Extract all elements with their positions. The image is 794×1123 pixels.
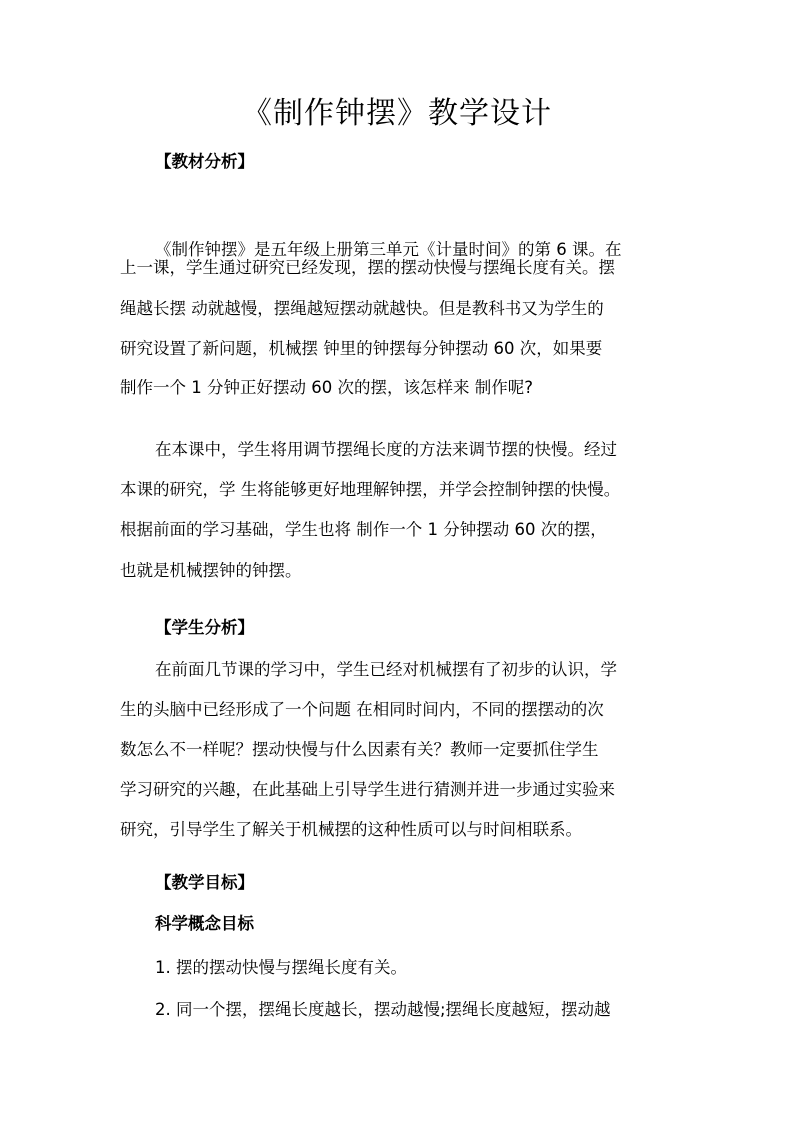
section-heading-material: 【教材分析】 — [155, 152, 254, 171]
subheading-science-concept: 科学概念目标 — [155, 914, 254, 933]
goal-item: 1. 摆的摆动快慢与摆绳长度有关。 — [155, 958, 407, 977]
paragraph-line: 制作一个 1 分钟正好摆动 60 次的摆，该怎样来 制作呢? — [120, 378, 533, 397]
paragraph-line: 在前面几节课的学习中，学生已经对机械摆有了初步的认识，学 — [155, 660, 617, 679]
paragraph-line: 学习研究的兴趣，在此基础上引导学生进行猜测并进一步通过实验来 — [120, 780, 615, 799]
paragraph-line: 绳越长摆 动就越慢，摆绳越短摆动就越快。但是教科书又为学生的 — [120, 299, 604, 318]
document-title: 《制作钟摆》教学设计 — [242, 96, 552, 131]
paragraph-line: 根据前面的学习基础，学生也将 制作一个 1 分钟摆动 60 次的摆， — [120, 520, 607, 539]
paragraph-line: 上一课，学生通过研究已经发现，摆的摆动快慢与摆绳长度有关。摆 — [120, 258, 615, 277]
section-heading-student: 【学生分析】 — [155, 618, 254, 637]
paragraph-line: 《制作钟摆》是五年级上册第三单元《计量时间》的第 6 课。在 — [155, 240, 622, 259]
paragraph-line: 也就是机械摆钟的钟摆。 — [120, 561, 302, 580]
paragraph-line: 研究，引导学生了解关于机械摆的这种性质可以与时间相联系。 — [120, 820, 582, 839]
section-heading-goals: 【教学目标】 — [155, 873, 254, 892]
paragraph-line: 生的头脑中已经形成了一个问题 在相同时间内，不同的摆摆动的次 — [120, 700, 604, 719]
paragraph-line: 在本课中，学生将用调节摆绳长度的方法来调节摆的快慢。经过 — [155, 440, 617, 459]
paragraph-line: 研究设置了新问题，机械摆 钟里的钟摆每分钟摆动 60 次，如果要 — [120, 339, 603, 358]
paragraph-line: 本课的研究，学 生将能够更好地理解钟摆，并学会控制钟摆的快慢。 — [120, 480, 621, 499]
goal-item: 2. 同一个摆，摆绳长度越长，摆动越慢;摆绳长度越短，摆动越 — [155, 1000, 611, 1019]
paragraph-line: 数怎么不一样呢？摆动快慢与什么因素有关？教师一定要抓住学生 — [120, 740, 599, 759]
